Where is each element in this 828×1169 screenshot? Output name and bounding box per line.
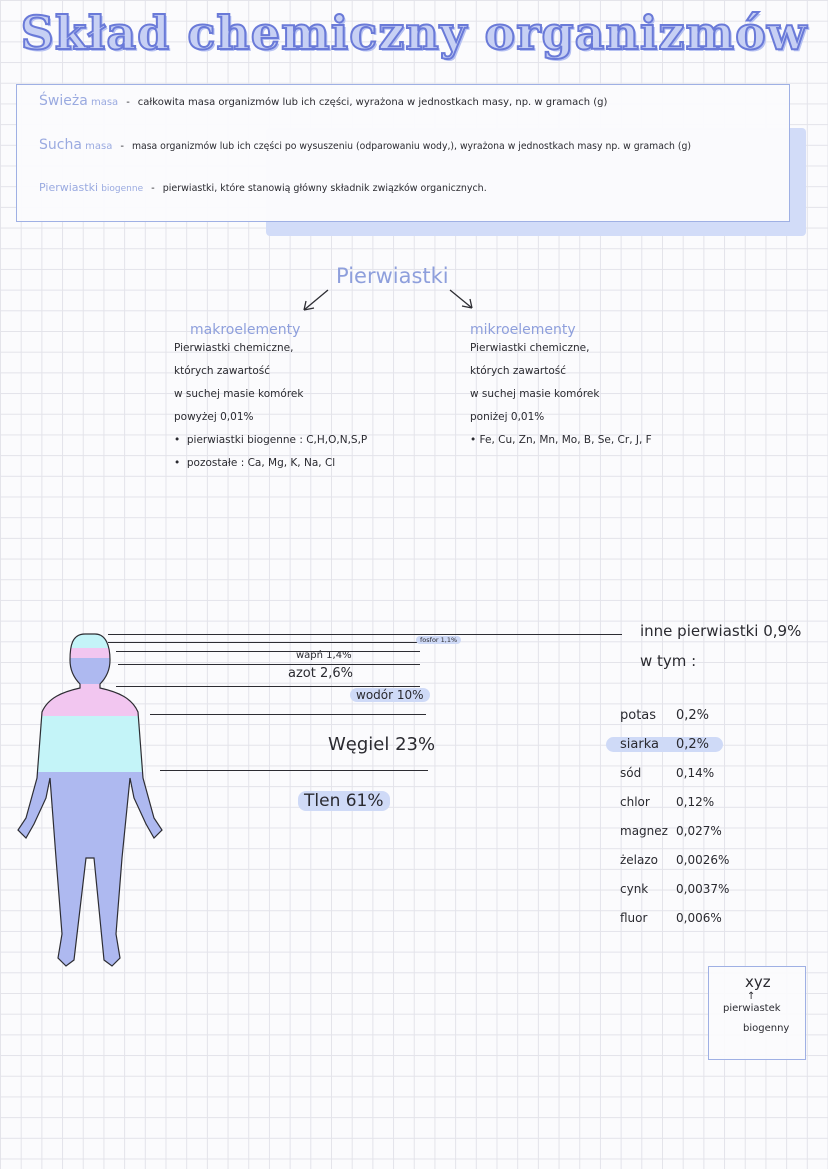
bullet-icon: • [174, 457, 187, 469]
definition-dry-mass: Sucha masa - masa organizmów lub ich części po wysuszeniu (odparowaniu wody,), wyrażona w jednostkach masy np. w gramach (g) [39, 137, 692, 153]
arrow-up-icon: ↑ [747, 991, 756, 1002]
bullet-icon: • [470, 434, 480, 446]
other-element-row: cynk 0,0037% [620, 882, 730, 896]
elements-heading: Pierwiastki [336, 264, 449, 288]
legend-symbol: xyz [745, 973, 771, 991]
branch-arrows [290, 284, 490, 320]
label-azot: azot 2,6% [288, 666, 353, 681]
macro-bullet: • pierwiastki biogenne : C,H,O,N,S,P [174, 434, 368, 446]
leader-line-tlen [160, 770, 428, 771]
leader-line-fosfor [108, 642, 420, 643]
leader-line-other [108, 634, 622, 635]
definition-text: masa organizmów lub ich części po wysuszeniu (odparowaniu wody,), wyrażona w jednostkach masy np. w gramach (g) [131, 141, 692, 152]
other-element-row: potas 0,2% [620, 708, 710, 723]
other-elements-subheading: w tym : [640, 652, 697, 670]
definition-term: Świeża [39, 93, 88, 109]
leader-line-azot [118, 664, 420, 665]
arrow-left-icon [304, 290, 328, 310]
micro-line: Pierwiastki chemiczne, [470, 342, 590, 354]
micro-heading: mikroelementy [470, 322, 576, 338]
leader-line-wodor [116, 686, 420, 687]
definition-term-small: masa [85, 141, 113, 152]
macro-line: w suchej masie komórek [174, 388, 304, 400]
label-wapn: wapń 1,4% [296, 650, 352, 661]
arrow-right-icon [450, 290, 472, 308]
micro-line: poniżej 0,01% [470, 411, 545, 423]
micro-description [470, 342, 652, 457]
macro-line: których zawartość [174, 365, 270, 377]
label-tlen: Tlen 61% [298, 791, 390, 811]
other-element-row: magnez 0,027% [620, 824, 722, 838]
page-title: Skład chemiczny organizmów [20, 6, 808, 60]
legend-box [708, 966, 806, 1060]
micro-line: których zawartość [470, 365, 566, 377]
bullet-icon: • [174, 434, 187, 446]
definition-term: Pierwiastki [39, 181, 99, 194]
label-wegiel: Węgiel 23% [328, 734, 436, 755]
macro-heading: makroelementy [190, 322, 301, 338]
macro-line: Pierwiastki chemiczne, [174, 342, 294, 354]
leader-line-wegiel [150, 714, 426, 715]
other-element-row: siarka 0,2% [606, 737, 723, 752]
definition-biogenic: Pierwiastki biogenne - pierwiastki, które stanowią główny składnik związków organicznych. [39, 181, 487, 194]
leader-line-wapn [116, 651, 420, 652]
legend-line-1: pierwiastek [723, 1003, 781, 1014]
other-element-row: chlor 0,12% [620, 795, 715, 809]
micro-bullet: • Fe, Cu, Zn, Mn, Mo, B, Se, Cr, J, F [470, 434, 652, 446]
macro-line: powyżej 0,01% [174, 411, 254, 423]
definitions-box [16, 84, 790, 222]
human-body-figure [10, 628, 180, 984]
label-fosfor: fosfor 1,1% [416, 636, 461, 644]
macro-description [174, 342, 367, 480]
definition-text: całkowita masa organizmów lub ich części, wyrażona w jednostkach masy, np. w gramach (g) [137, 97, 608, 108]
definition-text: pierwiastki, które stanowią główny składnik związków organicznych. [162, 183, 487, 194]
other-element-row: sód 0,14% [620, 766, 715, 780]
definition-term-small: biogenne [101, 184, 144, 194]
other-elements-heading: inne pierwiastki 0,9% [640, 622, 802, 640]
definition-fresh-mass: Świeża masa - całkowita masa organizmów lub ich części, wyrażona w jednostkach masy, np. w gramach (g) [39, 93, 608, 109]
other-element-row: żelazo 0,0026% [620, 853, 730, 867]
other-element-row: fluor 0,006% [620, 911, 722, 925]
definition-term-small: masa [90, 97, 119, 108]
label-wodor: wodór 10% [350, 688, 430, 702]
definition-term: Sucha [39, 137, 82, 153]
macro-bullet: • pozostałe : Ca, Mg, K, Na, Cl [174, 457, 336, 469]
legend-line-2: biogenny [743, 1023, 790, 1034]
micro-line: w suchej masie komórek [470, 388, 600, 400]
